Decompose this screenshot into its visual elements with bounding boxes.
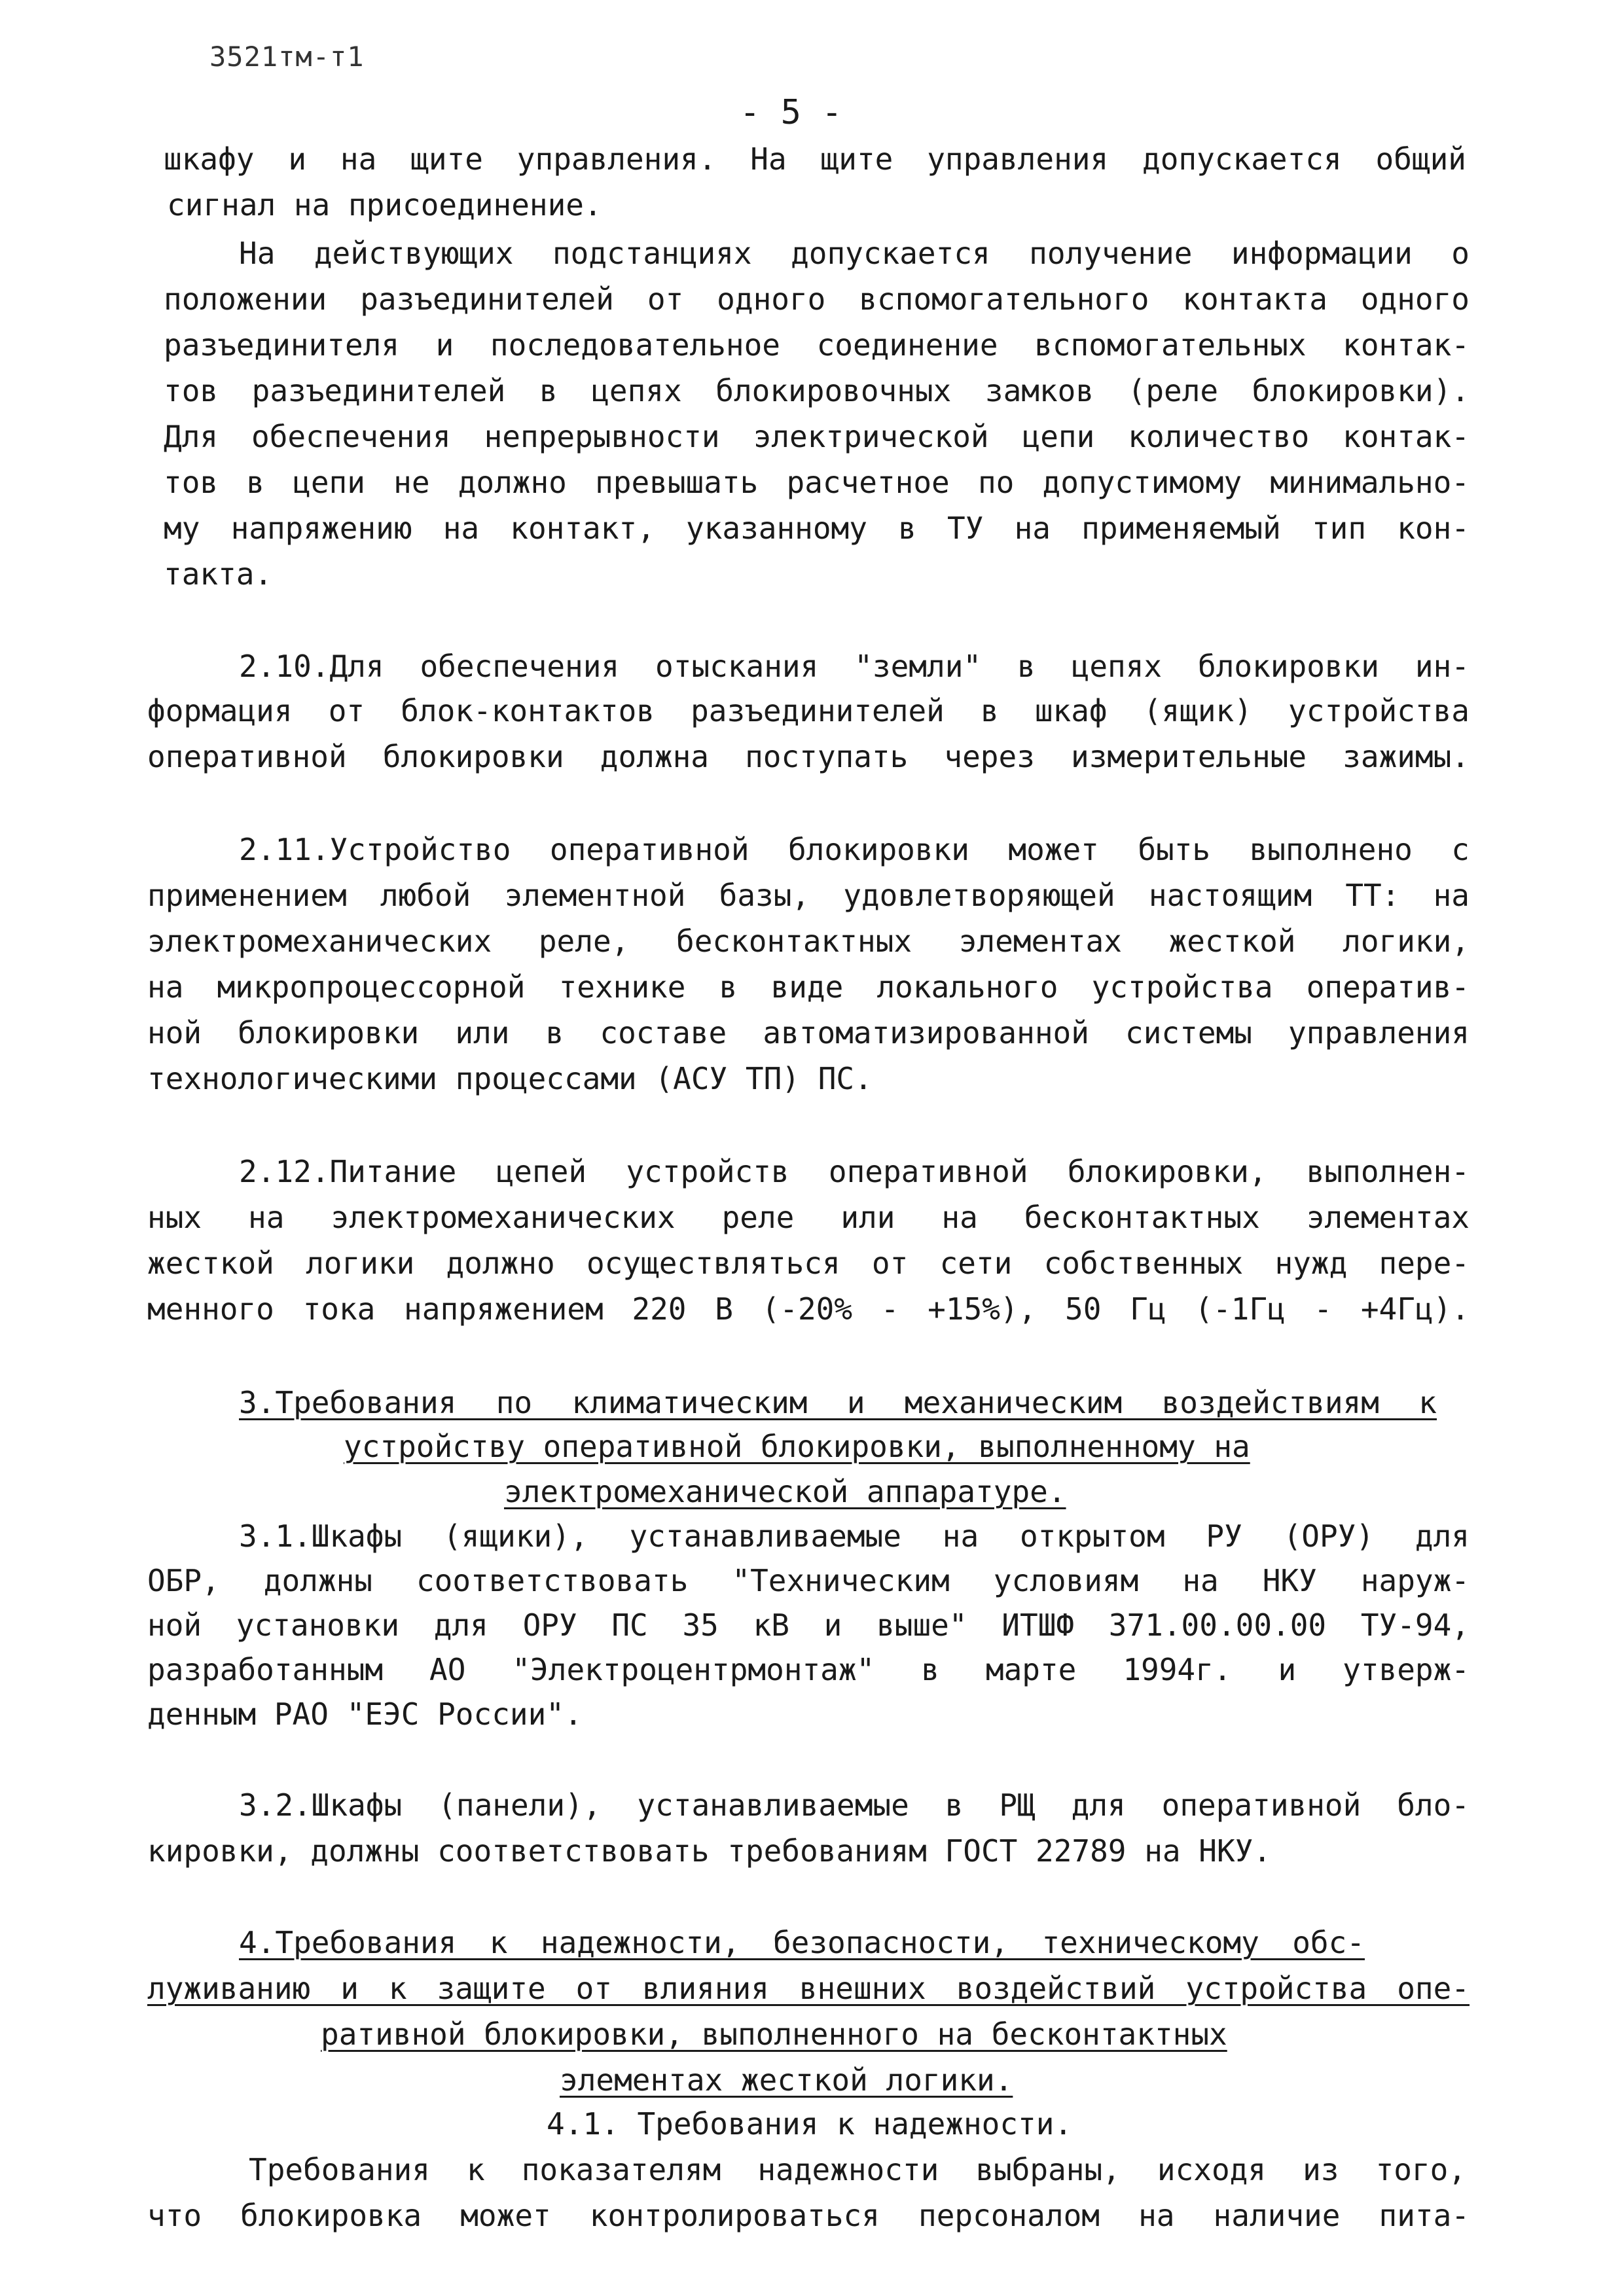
text-line: кировки, должны соответствовать требованиям ГОСТ 22789 на НКУ. bbox=[147, 1833, 1272, 1869]
text-line: формация от блок-контактов разъединителей в шкаф (ящик) устройства bbox=[147, 693, 1470, 728]
text-line: тов в цепи не должно превышать расчетное по допустимому минимально- bbox=[164, 465, 1470, 500]
subsection-heading: 4.1. Требования к надежности. bbox=[547, 2106, 1073, 2142]
section-4-heading-line: элементах жесткой логики. bbox=[560, 2062, 1013, 2098]
page-number: - 5 - bbox=[740, 93, 842, 132]
text-line: положении разъединителей от одного вспомогательного контакта одного bbox=[164, 281, 1470, 317]
section-3-heading-line: устройству оперативной блокировки, выполненному на bbox=[344, 1429, 1250, 1464]
text-line: технологическими процессами (АСУ ТП) ПС. bbox=[147, 1061, 873, 1096]
text-line: Требования к показателям надежности выбраны, исходя из того, bbox=[249, 2152, 1466, 2187]
text-line: разъединителя и последовательное соединение вспомогательных контак- bbox=[164, 327, 1470, 363]
text-line: что блокировка может контролироваться персоналом на наличие пита- bbox=[147, 2198, 1470, 2233]
text-line: Для обеспечения непрерывности электрической цепи количество контак- bbox=[164, 419, 1470, 454]
text-line: На действующих подстанциях допускается получение информации о bbox=[239, 236, 1470, 271]
text-line: ных на электромеханических реле или на бесконтактных элементах bbox=[147, 1200, 1470, 1235]
section-4-heading-line: луживанию и к защите от влияния внешних воздействий устройства опе- bbox=[147, 1971, 1470, 2006]
section-3-heading-line: электромеханической аппаратуре. bbox=[504, 1474, 1066, 1509]
text-line: денным РАО "ЕЭС России". bbox=[147, 1696, 583, 1732]
text-line: шкафу и на щите управления. На щите управления допускается общий bbox=[164, 141, 1466, 177]
text-line: 2.12.Питание цепей устройств оперативной блокировки, выполнен- bbox=[239, 1154, 1470, 1189]
section-3-heading-line: 3.Требования по климатическим и механическим воздействиям к bbox=[239, 1385, 1437, 1420]
text-line: электромеханических реле, бесконтактных элементах жесткой логики, bbox=[147, 924, 1470, 959]
text-line: 3.2.Шкафы (панели), устанавливаемые в РЩ для оперативной бло- bbox=[239, 1787, 1470, 1823]
text-line: применением любой элементной базы, удовлетворяющей настоящим ТТ: на bbox=[147, 878, 1470, 913]
text-line: ОБР, должны соответствовать "Техническим условиям на НКУ наруж- bbox=[147, 1563, 1470, 1598]
document-code: 3521тм-т1 bbox=[209, 41, 365, 73]
text-line: му напряжению на контакт, указанному в ТУ на применяемый тип кон- bbox=[164, 511, 1470, 546]
text-line: такта. bbox=[164, 556, 273, 592]
section-4-heading-line: ративной блокировки, выполненного на бесконтактных bbox=[321, 2017, 1227, 2052]
text-line: на микропроцессорной технике в виде локального устройства оператив- bbox=[147, 969, 1470, 1005]
text-line: разработанным АО "Электроцентрмонтаж" в марте 1994г. и утверж- bbox=[147, 1652, 1470, 1687]
text-line: ной установки для ОРУ ПС 35 кВ и выше" ИТШФ 371.00.00.00 ТУ-94, bbox=[147, 1607, 1470, 1643]
text-line: 2.11.Устройство оперативной блокировки может быть выполнено с bbox=[239, 832, 1470, 867]
text-line: жесткой логики должно осуществляться от сети собственных нужд пере- bbox=[147, 1246, 1470, 1281]
text-line: оперативной блокировки должна поступать через измерительные зажимы. bbox=[147, 739, 1470, 774]
text-line: 3.1.Шкафы (ящики), устанавливаемые на открытом РУ (ОРУ) для bbox=[239, 1518, 1470, 1554]
text-line: 2.10.Для обеспечения отыскания "земли" в цепях блокировки ин- bbox=[239, 649, 1470, 684]
section-4-heading-line: 4.Требования к надежности, безопасности, техническому обс- bbox=[239, 1925, 1365, 1960]
text-line: ной блокировки или в составе автоматизированной системы управления bbox=[147, 1015, 1470, 1050]
text-line: сигнал на присоединение. bbox=[167, 187, 602, 223]
text-line: менного тока напряжением 220 В (-20% - +15%), 50 Гц (-1Гц - +4Гц). bbox=[147, 1291, 1470, 1327]
text-line: тов разъединителей в цепях блокировочных замков (реле блокировки). bbox=[164, 373, 1470, 408]
